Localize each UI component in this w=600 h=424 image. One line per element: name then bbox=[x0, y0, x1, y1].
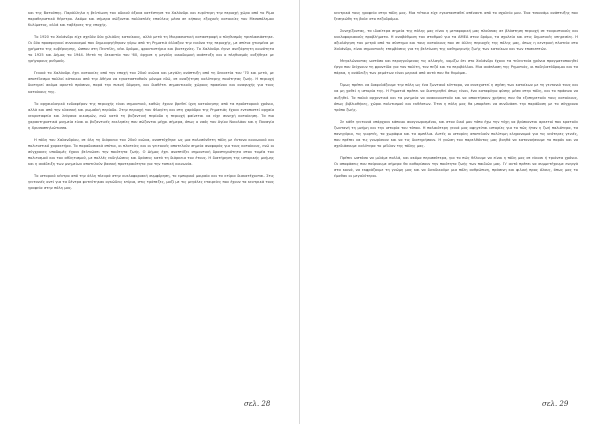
paragraph: Η πόλη του Χαλανδρίου, σε όλη τη διάρκεια του 20ού αιώνα, αναπτύχθηκε ως μια πολυσύνθετη πόλη με έντονο κοινωνικό και πολιτιστικό χαρακτήρα. Τα παραδοσιακά σπίτια, οι πλατείες και οι γειτονιές αποτελούν σημεία αναφοράς για τους κατοίκους, ενώ οι σύγχρονες υποδομές έχουν βελτιώσει την ποιότητα ζωής. Ο Δήμος έχει αναπτύξει σημαντική δραστηριότητα στον τομέα του πολιτισμού και του αθλητισμού, με πολλές εκδηλώσεις και δράσεις κατά τη διάρκεια του έτους. Η διατήρηση της ιστορικής μνήμης και η ανάδειξη των μνημείων αποτελούν βασική προτεραιότητα για την τοπική κοινωνία. bbox=[28, 137, 274, 166]
page-number: σελ. 29 bbox=[542, 400, 569, 408]
paragraph: Το αρχαιολογικό ενδιαφέρον της περιοχής είναι σημαντικό, καθώς έχουν βρεθεί ίχνη κατοίκησης από τα προϊστορικά χρόνια, αλλά και από την κλασική και ρωμαϊκή περίοδο. Στην περιοχή του Φλογίτη και στη χαράδρα της Ρηματιάς έχουν εντοπιστεί αρχαία νεκροταφεία και λείψανα οικισμών, ενώ κατά τη βυζαντινή περίοδο η περιοχή φαίνεται να είχε συνεχή κατοίκηση. Τα πιο χαρακτηριστικά μνημεία είναι οι βυζαντινές εκκλησίες που σώζονται μέχρι σήμερα, όπως ο ναός του Αγίου Νικολάου και η Παναγία η Χρυσοσπηλιώτισσα. bbox=[28, 101, 274, 130]
page-number: σελ. 28 bbox=[244, 400, 271, 408]
right-page bbox=[300, 0, 600, 424]
paragraph: Όμως πρέπει να διαφυλάξουμε την πόλη ως ένα ζωντανό κύτταρο, να συνεχιστεί η σχέση των κατοίκων με τη γειτονιά τους και να μη χαθεί η ιστορία της. Η Ρηματιά πρέπει να διατηρηθεί όπως είναι, ένα καταφύγιο φύσης μέσα στην πόλη, και το πράσινο να αυξηθεί. Τα παλιά αρχοντικά και τα μνημεία να ανακαινιστούν και να αποκτήσουν χρήσεις που θα εξυπηρετούν τους κατοίκους, όπως βιβλιοθήκες, χώροι πολιτισμού και εκθέσεων. Έτσι η πόλη μας θα μπορέσει να συνδυάσει την παράδοση με το σύγχρονο τρόπο ζωής. bbox=[334, 83, 578, 112]
right-page-text bbox=[334, 10, 578, 185]
paragraph: Σε κάθε γειτονιά υπάρχουν κάποιοι αναγνωρισμένοι, και στον δικό μου τόπο έχω την τύχη να βρίσκονται αρκετοί που κρατούν ζωντανή τη μνήμη και την ιστορία του τόπου. Η παλαιότερη γενιά μας αφηγείται ιστορίες για το πώς ήταν η ζωή παλιότερα, τα πανηγύρια, τις γιορτές, τα χωράφια και τα αμπέλια. Αυτές οι ιστορίες αποτελούν πολύτιμη κληρονομιά για τις νεότερες γενιές, που πρέπει να τις γνωρίσουν και να τις διατηρήσουν. Η γνώση του παρελθόντος μας βοηθά να κατανοήσουμε το παρόν και να σχεδιάσουμε καλύτερα το μέλλον της πόλης μας. bbox=[334, 119, 578, 148]
left-page-text bbox=[28, 10, 274, 197]
paragraph: και της Βατούπης. Παράλληλα η βελτίωση του οδικού άξονα κατέστησε τα Χαλάνδρι και ευρύτερη την περιοχή χώρο από το Ρίμα παραθεριστικό θέρετρο. Ακόμα και σήμερα σώζονται πολλαπλές επαύλεις μέσα σε κήπους εξοχικές κατοικίες του Μεσοπόλεμου Κυλίματος, αλλά και ταβέρνες της εποχής. bbox=[28, 11, 274, 28]
paragraph: Το 1920 το Χαλάνδρι είχε σχεδόν δύο χιλιάδες κατοίκους, αλλά μετά τη Μικρασιατική καταστροφή ο πληθυσμός τριπλασιάστηκε. Οι δύο προσφυγικοί συνοικισμοί που δημιουργήθηκαν γύρω από τη Ρηματιά άλλαξαν την εικόνα της περιοχής, με σπίτια χτισμένα με χρήματα της κυβέρνησης, ώσπου στη Πεντέλη, νέοι δρόμοι, φροντιστήρια και βιοτεχνίες. Το Χαλάνδρι έγινε ανεξάρτητη κοινότητα το 1925 και Δήμος το 1944. Μετά τη δεκαετία του '60, άρχισε η μεγάλη οικοδομική ανάπτυξη και ο πληθυσμός αυξήθηκε με γρήγορους ρυθμούς. bbox=[28, 35, 274, 64]
paragraph: κεντρικά τους γραφεία στην πόλη μας. Μια τέτοια είχε εγκατασταθεί απέναντι από το σχολείο μου. Ένα τσουνάμι ανάπτυξης που ξεσηκώθη τη βαλε στο πεζοδρόμιο. bbox=[334, 11, 578, 22]
paragraph: Συνεχίζοντας, τα ιδιαίτερα σημεία της πόλης μας είναι η μεταφορική μας πλούσιας σε βλάστηση περιοχή σε τουριστικούς και κυκλοφοριακούς προβλήματα. Η αναβάθμιση του σταθμού για τα ΑΜΕΑ στον δρόμο, τα σχολεία και στις δημοτικές υπηρεσίες. Η αξιολόγηση του μετρό από το σύστημα και τους κατοίκους που σε άλλες περιοχές της πόλης μας, όπως η κεντρική πλατεία στο Χαλάνδρι, είναι σημαντικές επεμβάσεις για τη βελτίωση της καθημερινής ζωής των κατοίκων και των επισκεπτών. bbox=[334, 29, 578, 52]
paragraph: Γενικά το Χαλάνδρι έχει κατοικίες από την εποχή του 20ού αιώνα και μεγάλη ανάπτυξη από τη δεκαετία του '70 και μετά, με αποτέλεσμα πολλοί κάτοικοι από την Αθήνα να εγκατασταθούν μόνιμα εδώ, σε αναζήτηση καλύτερης ποιότητας ζωής. Η περιοχή διατηρεί ακόμα αρκετό πράσινο, παρά την πυκνή δόμηση, και διαθέτει σημαντικούς χώρους πρασίνου και αναψυχής για τους κατοίκους της. bbox=[28, 71, 274, 94]
paragraph: Πρέπει ωστόσο να μιλάμε πολλά, και ακόμα περισσότερα, για το πώς θέλουμε να είναι η πόλη μας σε είκοσι ή τριάντα χρόνια. Οι αποφάσεις που παίρνουμε σήμερα θα καθορίσουν την ποιότητα ζωής των παιδιών μας. Γι' αυτό πρέπει να συμμετέχουμε ενεργά στα κοινά, να εκφράζουμε τη γνώμη μας και να διεκδικούμε μια πόλη ανθρώπινη, πράσινη και φιλική προς όλους, όπως μας το έμαθαν οι μεγαλύτεροι. bbox=[334, 155, 578, 179]
paragraph: Μεγαλώνοντας ωστόσο και περιηγούμενος τις αλλαγές, νομίζω ότι στο Χαλάνδρι έχουν τα τελευταία χρόνια πραγματοποιηθεί έργα που δείχνουν τη φροντίδα για τον πολίτη, τον πεζό και το περιβάλλον. Μια ανάπλαση της Ρηματιάς, οι ποδηλατόδρομοι και τα πάρκα, η ανάδειξη των ρεμάτων είναι μερικά από αυτά που θα θυμάμαι. bbox=[334, 59, 578, 76]
paragraph: Το ιστορικό κέντρο από την άλλη πλευρά στην κυκλοφοριακή συμφόρηση, το εμπορικό μοιραία και τα κτίρια διακατέχονται. Στις γειτονιές αντί για τα δέντρα φυτεύτηκαν ογκώδεις κτίρια, στις τράπεζες, μαζί με τις μεγάλες εταιρείες που έχουν τα κεντρικά τους γραφεία στην πόλη μας. bbox=[28, 174, 274, 191]
